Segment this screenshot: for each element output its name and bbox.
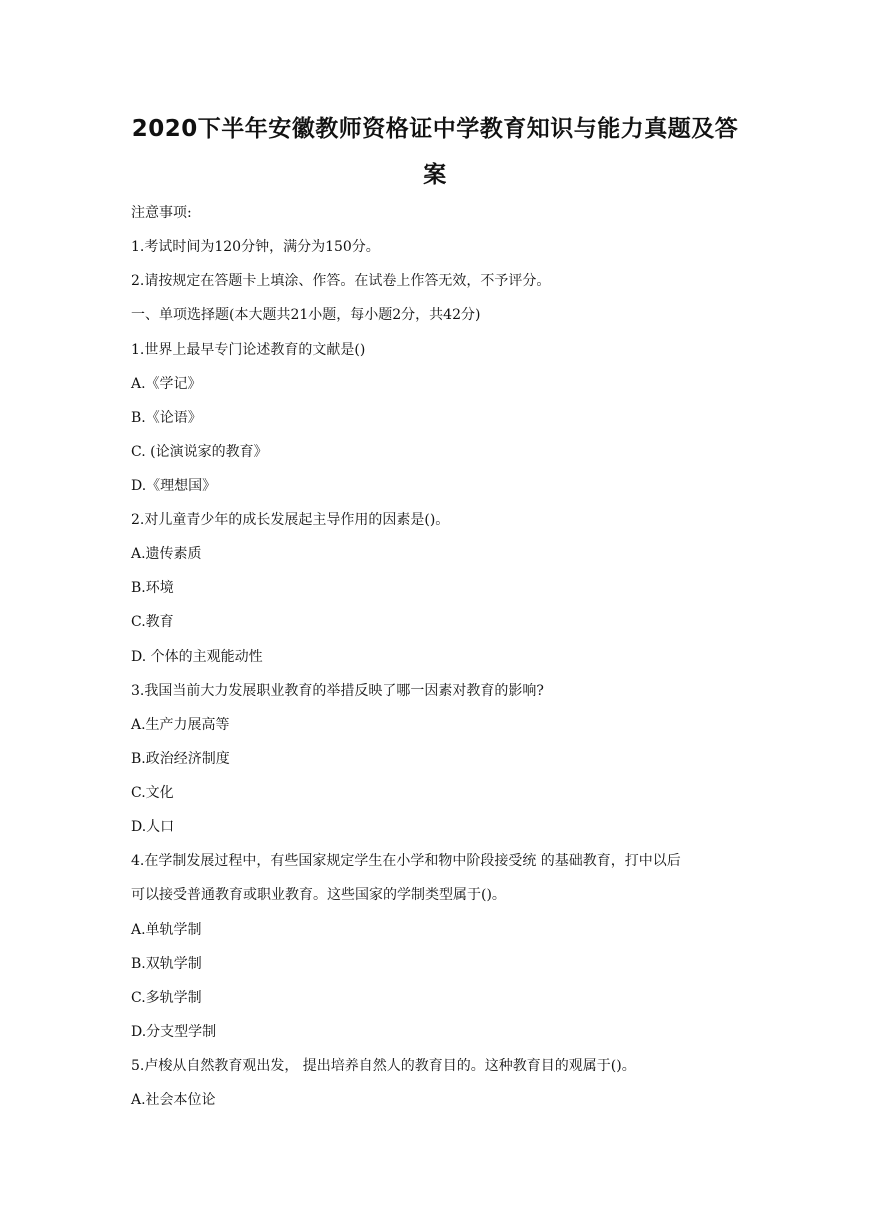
question-1-option-d: D.《理想国》 bbox=[131, 478, 217, 494]
question-4-stem-line-1: 4.在学制发展过程中，有些国家规定学生在小学和物中阶段接受统 的基础教育，打中以后 bbox=[131, 853, 681, 869]
notice-item-1: 1.考试时间为120分钟，满分为150分。 bbox=[131, 239, 380, 255]
question-2-option-a: A.遗传素质 bbox=[131, 546, 202, 562]
question-4-option-a: A.单轨学制 bbox=[131, 922, 202, 938]
question-2-option-b: B.环境 bbox=[131, 580, 174, 596]
question-5-option-a: A.社会本位论 bbox=[131, 1092, 216, 1108]
question-2-option-c: C.教育 bbox=[131, 614, 174, 630]
question-3-option-c: C.文化 bbox=[131, 785, 174, 801]
question-3-option-b: B.政治经济制度 bbox=[131, 751, 230, 767]
question-3-stem: 3.我国当前大力发展职业教育的举措反映了哪一因素对教育的影响? bbox=[131, 683, 544, 699]
question-1-option-a: A.《学记》 bbox=[131, 376, 202, 392]
question-4-option-c: C.多轨学制 bbox=[131, 990, 202, 1006]
question-1-stem: 1.世界上最早专门论述教育的文献是() bbox=[131, 342, 366, 358]
document-title-line-1: 2020下半年安徽教师资格证中学教育知识与能力真题及答 bbox=[131, 116, 739, 142]
question-3-option-d: D.人口 bbox=[131, 819, 175, 835]
question-2-stem: 2.对儿童青少年的成长发展起主导作用的因素是()。 bbox=[131, 512, 450, 528]
question-5-stem: 5.卢梭从自然教育观出发， 提出培养自然人的教育目的。这种教育目的观属于()。 bbox=[131, 1058, 636, 1074]
question-3-option-a: A.生产力展高等 bbox=[131, 717, 230, 733]
question-1-option-b: B.《论语》 bbox=[131, 410, 202, 426]
question-1-option-c: C. (论演说家的教育》 bbox=[131, 444, 268, 460]
document-title-line-2: 案 bbox=[423, 162, 447, 188]
notice-heading: 注意事项: bbox=[131, 205, 192, 221]
question-2-option-d: D. 个体的主观能动性 bbox=[131, 649, 263, 665]
section-heading: 一、单项选择题(本大题共21小题，每小题2分，共42分) bbox=[131, 307, 481, 323]
question-4-stem-line-2: 可以接受普通教育或职业教育。这些国家的学制类型属于()。 bbox=[131, 887, 506, 903]
question-4-option-d: D.分支型学制 bbox=[131, 1024, 217, 1040]
notice-item-2: 2.请按规定在答题卡上填涂、作答。在试卷上作答无效，不予评分。 bbox=[131, 273, 551, 289]
question-4-option-b: B.双轨学制 bbox=[131, 956, 202, 972]
